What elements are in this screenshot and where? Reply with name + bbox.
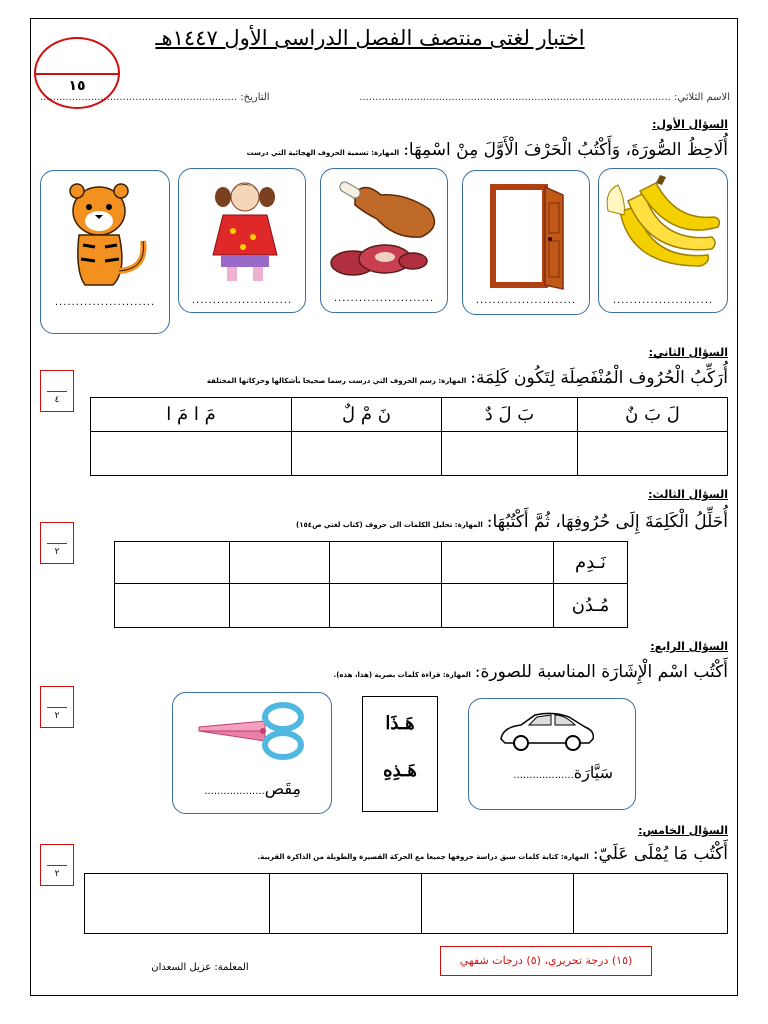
q5-answer-4[interactable] bbox=[85, 874, 270, 934]
q5-table bbox=[84, 873, 728, 934]
total-score: ١٥ bbox=[68, 78, 86, 94]
q5-heading: السؤال الخامس: bbox=[638, 824, 728, 837]
q1-card-tiger bbox=[40, 170, 170, 334]
q5-answer-3[interactable] bbox=[270, 874, 422, 934]
q2-mark-box bbox=[40, 370, 74, 412]
banana-icon bbox=[600, 171, 728, 281]
name-date-row bbox=[40, 92, 730, 103]
q4-car-dots[interactable]: ................... bbox=[513, 770, 574, 781]
q4-demonstratives-box bbox=[362, 696, 438, 812]
q3-cell[interactable] bbox=[115, 542, 230, 584]
q3-word-1: نَـدِم bbox=[554, 542, 628, 584]
q3-instruction-row bbox=[168, 512, 728, 532]
q5-mark-box bbox=[40, 844, 74, 886]
q4-scissors-answer[interactable] bbox=[204, 779, 301, 798]
tiger-icon bbox=[55, 181, 155, 291]
q3-cell[interactable] bbox=[330, 542, 442, 584]
q5-instruction: أَكْتُب مَا يُمْلَى عَلَيّ: bbox=[592, 844, 728, 864]
q1-instruction-row bbox=[208, 140, 728, 160]
q3-mark: ٢ bbox=[54, 547, 60, 557]
q1-answer-meat[interactable]: ........................ bbox=[333, 293, 435, 304]
q2-skill: المهارة: رسم الحروف التي درست رسما صحيحا بأشكالها وحركاتها المختلفة bbox=[206, 377, 467, 385]
q4-instruction: أَكْتُب اسْم الْإِشَارَة المناسبة للصورة: bbox=[474, 662, 728, 682]
q1-answer-banana[interactable]: ........................ bbox=[612, 295, 714, 306]
meat-icon bbox=[325, 175, 445, 285]
q1-skill: المهارة: تسمية الحروف الهجائية التي درست bbox=[246, 149, 400, 157]
q3-word-2: مُـدُن bbox=[554, 584, 628, 628]
q2-answer-3[interactable] bbox=[292, 432, 442, 476]
q1-heading: السؤال الأول: bbox=[652, 118, 728, 131]
name-field[interactable]: الاسم الثلاثي: .................................................................................................. bbox=[359, 92, 730, 103]
q4-instruction-row bbox=[168, 662, 728, 682]
scissors-icon bbox=[195, 701, 315, 761]
q3-mark-box bbox=[40, 522, 74, 564]
q4-car-word: سَيَّارَة bbox=[573, 763, 613, 782]
q4-car-answer[interactable] bbox=[513, 763, 613, 782]
q3-cell[interactable] bbox=[442, 584, 554, 628]
car-icon bbox=[497, 705, 597, 755]
q2-letters-2: بَ لَ دٌ bbox=[442, 398, 578, 432]
q2-letters-3: نَ مْ لٌ bbox=[292, 398, 442, 432]
q2-letters-4: مَ ا مَ ا bbox=[91, 398, 292, 432]
q1-card-doll bbox=[178, 168, 306, 313]
score-divider bbox=[36, 73, 118, 75]
grades-note: (١٥) درجة تحريري، (٥) درجات شفهي bbox=[440, 946, 652, 976]
q4-scissors-word: مِقَص bbox=[264, 779, 301, 798]
q4-heading: السؤال الرابع: bbox=[650, 640, 728, 653]
q2-answer-4[interactable] bbox=[91, 432, 292, 476]
q3-cell[interactable] bbox=[442, 542, 554, 584]
q1-answer-doll[interactable]: ........................ bbox=[191, 295, 293, 306]
q1-instruction: أُلَاحِظُ الصُّورَةَ، وَأَكْتُبُ الْحَرْفَ الْأَوَّلَ مِنْ اسْمِهَا: bbox=[403, 140, 728, 160]
q1-answer-door[interactable]: ........................ bbox=[475, 295, 577, 306]
q3-cell[interactable] bbox=[115, 584, 230, 628]
q1-card-banana bbox=[598, 168, 728, 313]
q4-mark-box bbox=[40, 686, 74, 728]
q2-table bbox=[90, 397, 728, 476]
demo-hatha: هَـذَا bbox=[385, 713, 415, 734]
q5-skill: المهارة: كتابة كلمات سبق دراسة حروفها جميعا مع الحركة القصيرة والطويلة من الذاكرة القريبة. bbox=[257, 853, 589, 861]
q3-skill: المهارة: تحليل الكلمات الى حروف (كتاب لغتي ص١٥٤) bbox=[296, 521, 483, 529]
q2-mark: ٤ bbox=[54, 395, 60, 405]
q4-mark: ٢ bbox=[54, 711, 60, 721]
q2-heading: السؤال الثاني: bbox=[648, 346, 728, 359]
q3-cell[interactable] bbox=[230, 542, 330, 584]
q2-letters-1: لَ بَ نٌ bbox=[578, 398, 728, 432]
q3-cell[interactable] bbox=[230, 584, 330, 628]
q4-card-car bbox=[468, 698, 636, 810]
q3-cell[interactable] bbox=[330, 584, 442, 628]
doll-icon bbox=[193, 175, 293, 285]
date-field[interactable]: التاريخ: .............................................................. bbox=[40, 92, 270, 103]
q4-skill: المهارة: قراءة كلمات بصرية (هذا، هذه). bbox=[333, 671, 471, 679]
q5-answer-2[interactable] bbox=[422, 874, 574, 934]
q5-instruction-row bbox=[168, 844, 728, 864]
q2-instruction-row bbox=[168, 368, 728, 388]
demo-hathihi: هَـذِهِ bbox=[383, 760, 417, 781]
q4-scissors-dots[interactable]: ................... bbox=[204, 786, 265, 797]
q1-answer-tiger[interactable]: ........................ bbox=[54, 297, 156, 308]
q2-instruction: أُرَكِّبُ الْحُرُوف الْمُنْفَصِلَة لِتَكُون كَلِمَة: bbox=[470, 368, 728, 388]
q3-instruction: أُحَلِّلُ الْكَلِمَةَ إِلَى حُرُوفِهَا، ثُمَّ أَكْتُبُهَا: bbox=[486, 512, 728, 532]
page-title: اختبار لغتى منتصف الفصل الدراسى الأول ١٤٤٧هـ bbox=[155, 26, 585, 50]
door-icon bbox=[487, 181, 567, 291]
q1-card-meat bbox=[320, 168, 448, 313]
q1-card-door bbox=[462, 170, 590, 315]
q4-card-scissors bbox=[172, 692, 332, 814]
q5-mark: ٢ bbox=[54, 869, 60, 879]
q5-answer-1[interactable] bbox=[574, 874, 728, 934]
q3-table bbox=[114, 541, 628, 628]
teacher-name: المعلمة: عزيل السعدان bbox=[151, 962, 249, 973]
q3-heading: السؤال الثالث: bbox=[648, 488, 728, 501]
q2-answer-2[interactable] bbox=[442, 432, 578, 476]
q2-answer-1[interactable] bbox=[578, 432, 728, 476]
